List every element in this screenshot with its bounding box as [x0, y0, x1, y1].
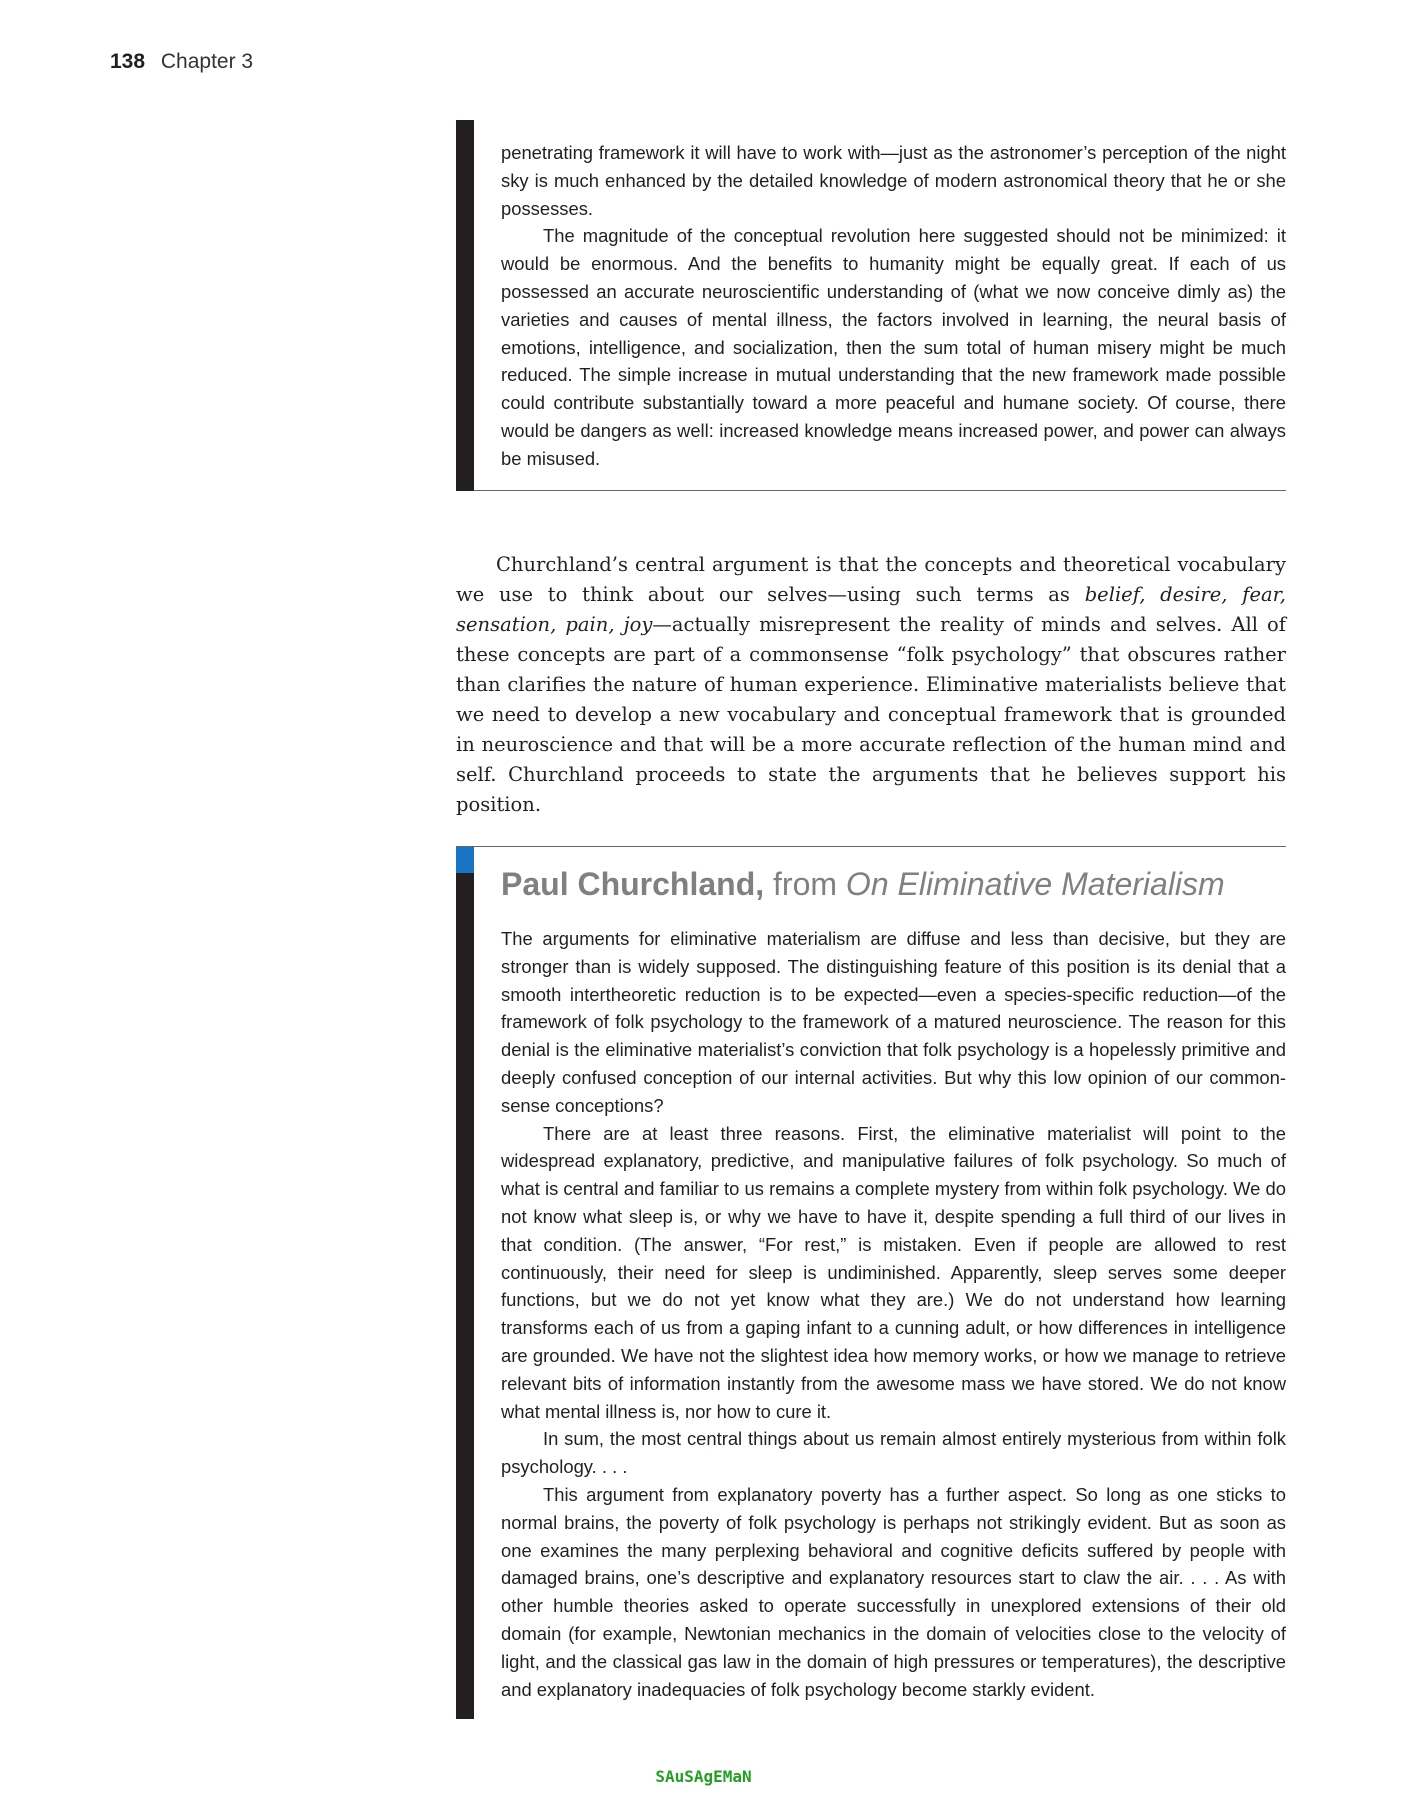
excerpt-box-2-paragraph: There are at least three reasons. First, the eliminative materialist will point to the widespread explanatory, predictive, and manipulative failures of folk psychology. So much of what is central and familiar to us remains a complete mystery from within folk psychology. We do not know what sleep is, or why we have to have it, despite spending a full third of our lives in that condition. (The answer, “For rest,” is mistaken. Even if people are allowed to rest continuously, their need for sleep is undiminished. Apparently, sleep serves some deeper functions, but we do not yet know what they are.) We do not understand how learning transforms each of us from a gaping infant to a cunning adult, or how differences in intelligence are grounded. We have not the slightest idea how memory works, or how we manage to retrieve relevant bits of information instantly from the awesome mass we have stored. We do not know what mental illness is, nor how to cure it.	[501, 1122, 1286, 1422]
excerpt-box-2-paragraph: This argument from explanatory poverty has a further aspect. So long as one sticks to normal brains, the poverty of folk psychology is perhaps not strikingly evident. But as soon as one examines the many perplexing behavioral and cognitive deficits suffered by people with damaged brains, one’s descriptive and explanatory resources start to claw the air. . . . As with other humble theories asked to operate successfully in unexplored extensions of their old domain (for example, Newtonian mechanics in the domain of velocities close to the velocity of light, and the classical gas law in the domain of high pressures or temperatures), the descriptive and explanatory inadequacies of folk psychology become starkly evident.	[501, 1483, 1286, 1700]
excerpt-title	[501, 866, 1225, 903]
chapter-label: Chapter 3	[160, 50, 254, 73]
excerpt-box-2-paragraph: In sum, the most central things about us remain almost entirely mysterious from within folk psychology. . . .	[501, 1428, 1286, 1478]
excerpt-box-1-paragraph: penetrating framework it will have to work with—just as the astronomer’s perception of the night sky is much enhanced by the detailed knowledge of modern astronomical theory that he or she possesses.	[501, 142, 1286, 219]
running-header	[110, 50, 253, 74]
excerpt-box-2-accent	[456, 847, 474, 873]
excerpt-box-1-sidebar	[456, 120, 474, 491]
main-paragraph	[456, 550, 1286, 820]
watermark: SAuSAgEMaN	[655, 1767, 752, 1786]
excerpt-box-1-paragraph: The magnitude of the conceptual revolution here suggested should not be minimized: it would be enormous. And the benefits to humanity might be equally great. If each of us possessed an accurate neuroscientific understanding of (what we now conceive dimly as) the varieties and causes of mental illness, the factors involved in learning, the neural basis of emotions, intelligence, and socialization, then the sum total of human misery might be much reduced. The simple increase in mutual understanding that the new framework made possible could contribute substantially toward a more peaceful and humane society. Of course, there would be dangers as well: increased knowledge means increased power, and power can always be misused.	[501, 225, 1286, 469]
main-text-part-2: —actually misrepresent the reality of minds and selves. All of these concepts are part of a commonsense “folk psychology” that obscures rather than clarifies the nature of human experience. Eliminative materialists believe that we need to develop a new vocabulary and conceptual framework that is grounded in neuroscience and that will be a more accurate reflection of the human mind and self. Churchland proceeds to state the arguments that he believes support his position.	[456, 613, 1286, 816]
excerpt-box-2-sidebar	[456, 873, 474, 1719]
excerpt-from: from	[773, 866, 838, 902]
excerpt-box-2-text	[501, 925, 1286, 1703]
excerpt-author: Paul Churchland,	[501, 866, 765, 902]
excerpt-box-1-text	[501, 139, 1286, 473]
main-body-text	[456, 550, 1286, 820]
italic-terms: belief, desire, fear, sensation, pain, joy	[456, 583, 1286, 636]
page-number: 138	[110, 50, 146, 73]
excerpt-work-title: On Eliminative Materialism	[845, 866, 1225, 902]
excerpt-box-1-rule	[474, 490, 1286, 491]
main-text-part-1: Churchland’s central argument is that the concepts and theoretical vocabulary we use to think about our selves—using such terms as	[456, 553, 1286, 606]
excerpt-box-2-paragraph: The arguments for eliminative materialism are diffuse and less than decisive, but they are stronger than is widely supposed. The distinguishing feature of this position is its denial that a smooth intertheoretic reduction is to be expected—even a species-specific reduction—of the framework of folk psychology to the framework of a matured neuroscience. The reason for this denial is the eliminative materialist’s conviction that folk psychology is a hopelessly primitive and deeply confused conception of our internal activities. But why this low opinion of our common-sense conceptions?	[501, 928, 1286, 1116]
excerpt-box-2-rule	[456, 846, 1286, 847]
